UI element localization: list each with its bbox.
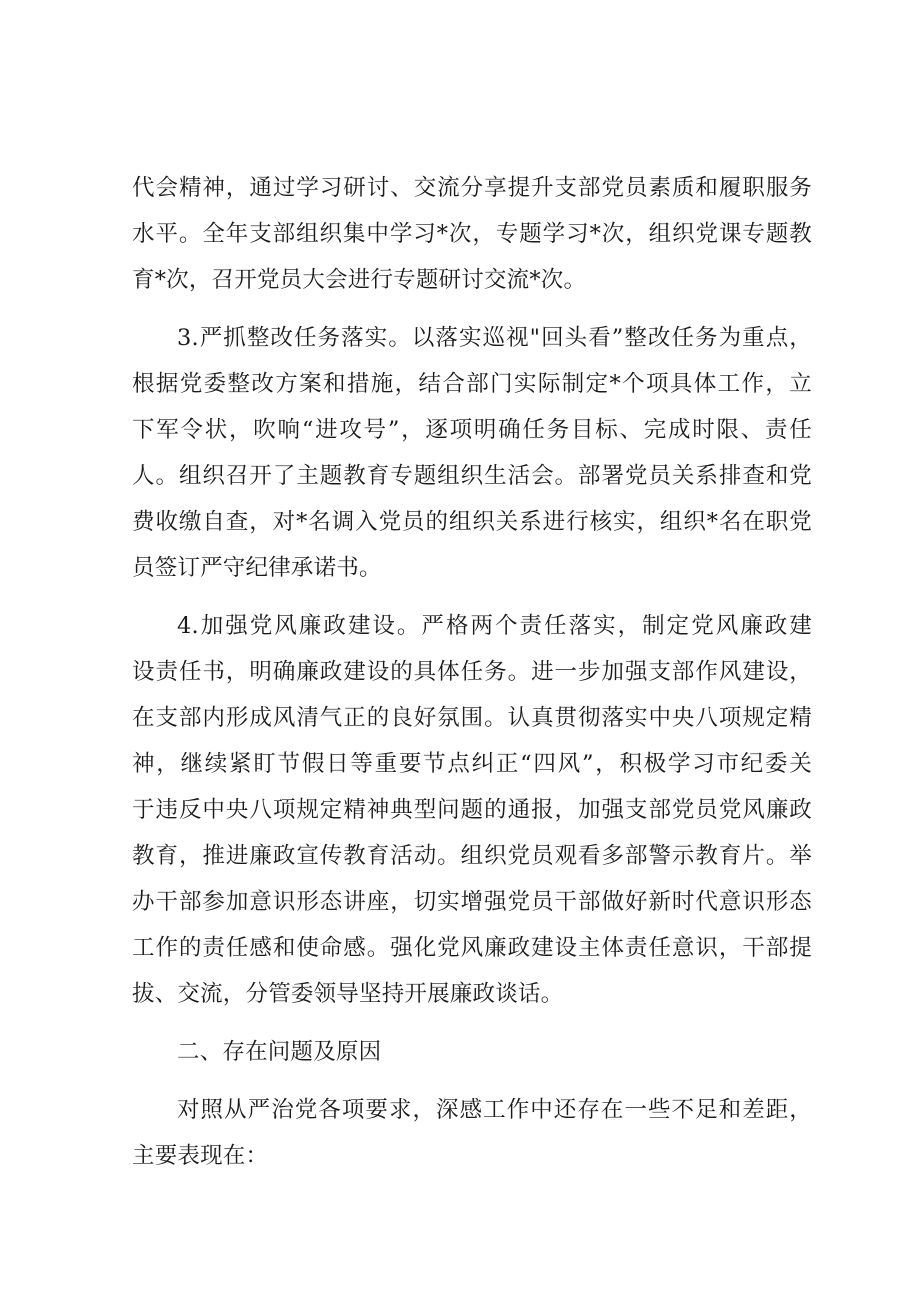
- text-line: 人。组织召开了主题教育专题组织生活会。部署党员关系排查和党: [132, 463, 812, 489]
- text-line: 神，继续紧盯节假日等重要节点纠正“四风”，积极学习市纪委关: [132, 751, 812, 777]
- text-line: 教育，推进廉政宣传教育活动。组织党员观看多部警示教育片。举: [132, 843, 812, 869]
- text-line: 费收缴自查，对*名调入党员的组织关系进行核实，组织*名在职党: [132, 509, 812, 535]
- text-line: 对照从严治党各项要求，深感工作中还存在一些不足和差距，: [177, 1097, 812, 1123]
- text-line: 办干部参加意识形态讲座，切实增强党员干部做好新时代意识形态: [132, 889, 812, 915]
- text-line: 于违反中央八项规定精神典型问题的通报，加强支部党员党风廉政: [132, 797, 812, 823]
- section-heading: 二、存在问题及原因: [177, 1039, 382, 1065]
- text-line: 在支部内形成风清气正的良好氛围。认真贯彻落实中央八项规定精: [132, 705, 812, 731]
- text-line: 育*次，召开党员大会进行专题研讨交流*次。: [132, 267, 587, 293]
- text-line: 拔、交流，分管委领导坚持开展廉政谈话。: [132, 981, 564, 1007]
- text-line: 3.严抓整改任务落实。以落实巡视"回头看”整改任务为重点，: [177, 325, 812, 351]
- text-line: 根据党委整改方案和措施，结合部门实际制定*个项具体工作，立: [132, 371, 812, 397]
- text-line: 设责任书，明确廉政建设的具体任务。进一步加强支部作风建设，: [132, 659, 812, 685]
- text-line: 下军令状，吹响“进攻号”，逐项明确任务目标、完成时限、责任: [132, 417, 812, 443]
- text-line: 员签订严守纪律承诺书。: [132, 555, 382, 581]
- text-line: 工作的责任感和使命感。强化党风廉政建设主体责任意识，干部提: [132, 935, 812, 961]
- text-line: 水平。全年支部组织集中学习*次，专题学习*次，组织党课专题教: [132, 221, 812, 247]
- text-line: 代会精神，通过学习研讨、交流分享提升支部党员素质和履职服务: [132, 175, 812, 201]
- text-line: 4.加强党风廉政建设。严格两个责任落实，制定党风廉政建: [177, 613, 812, 639]
- text-line: 主要表现在：: [132, 1143, 269, 1169]
